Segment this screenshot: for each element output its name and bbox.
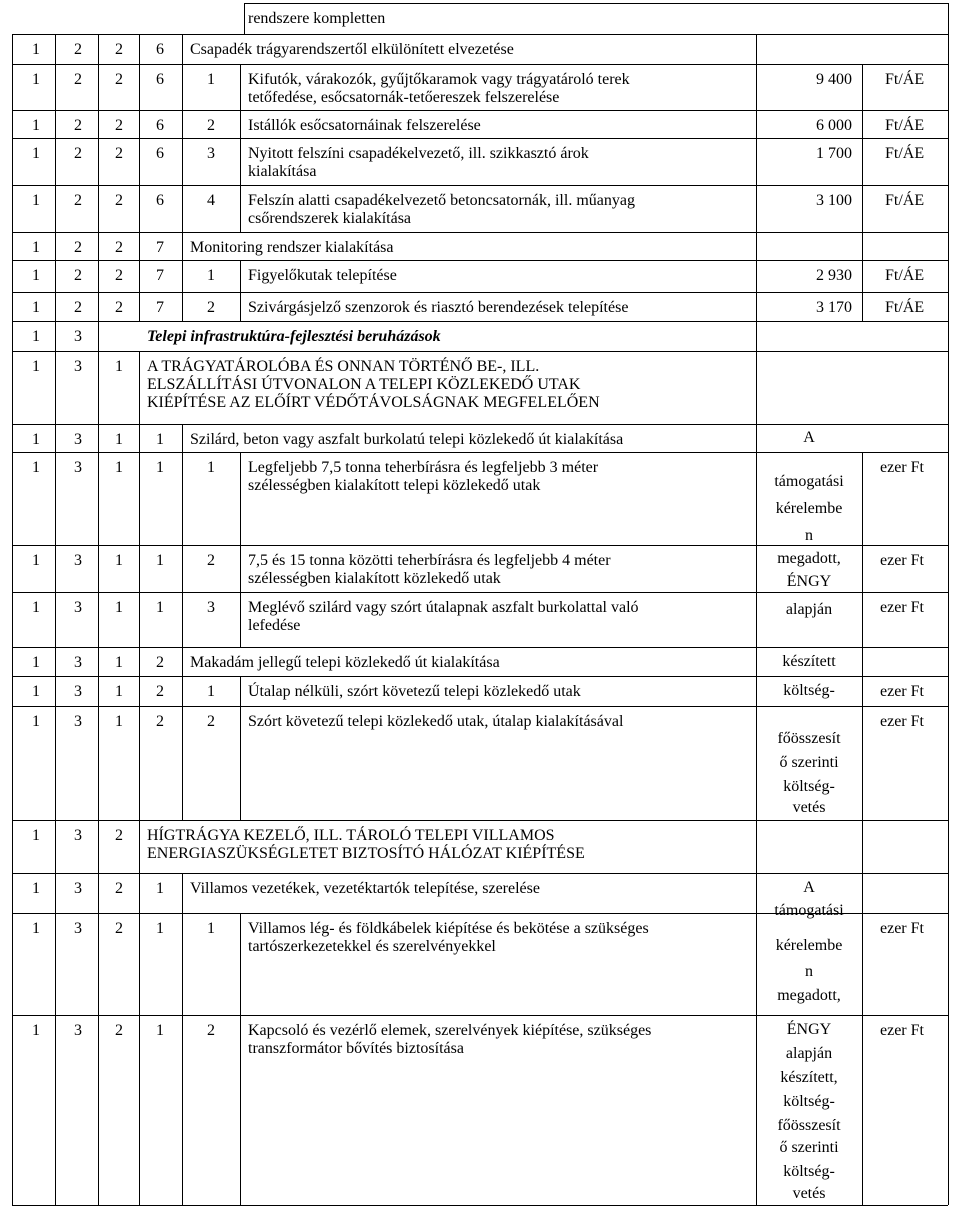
code-digit: 3: [74, 920, 82, 937]
code-digit: 3: [207, 599, 215, 616]
code-digit: 1: [32, 599, 40, 616]
column-divider: [139, 452, 140, 545]
column-divider: [182, 185, 183, 232]
column-divider: [55, 820, 56, 873]
code-digit: 1: [207, 459, 215, 476]
code-digit: 3: [74, 599, 82, 616]
column-divider: [98, 185, 99, 232]
column-divider: [98, 424, 99, 452]
note-text: főösszesít: [777, 1117, 841, 1134]
row-divider: [12, 232, 948, 233]
code-digit: 1: [32, 920, 40, 937]
code-digit: 1: [156, 459, 164, 476]
code-digit: 1: [32, 267, 40, 284]
row-description: Csapadék trágyarendszertől elkülönített elvezetése: [190, 41, 514, 58]
code-digit: 1: [156, 880, 164, 897]
code-digit: 6: [156, 192, 164, 209]
code-digit: 1: [115, 713, 123, 730]
column-divider: [182, 913, 183, 1015]
note-text: alapján: [785, 1045, 833, 1062]
row-description: Legfeljebb 7,5 tonna teherbírásra és legfeljebb 3 méter: [248, 459, 599, 476]
note-text: megadott,: [777, 987, 841, 1004]
column-divider: [862, 64, 863, 321]
row-divider: [12, 820, 948, 821]
column-divider: [139, 110, 140, 138]
code-digit: 2: [115, 880, 123, 897]
code-digit: 2: [115, 192, 123, 209]
note-text: kérelembe: [775, 937, 843, 954]
column-divider: [55, 260, 56, 292]
row-divider: [12, 110, 948, 111]
unit-label: Ft/ÁE: [885, 192, 925, 209]
code-digit: 1: [156, 1022, 164, 1039]
row-divider: [12, 1205, 948, 1206]
code-digit: 1: [32, 117, 40, 134]
column-divider: [139, 545, 140, 592]
code-digit: 1: [115, 459, 123, 476]
column-divider: [98, 647, 99, 676]
code-digit: 2: [207, 713, 215, 730]
column-divider: [240, 110, 241, 138]
row-description: Kifutók, várakozók, gyűjtőkaramok vagy trágyatároló terek: [248, 71, 630, 88]
code-digit: 2: [74, 239, 82, 256]
column-divider: [98, 232, 99, 260]
note-text: vetés: [792, 1185, 826, 1202]
code-digit: 3: [74, 328, 82, 345]
note-text: készített: [782, 653, 836, 670]
column-divider: [55, 64, 56, 110]
column-divider: [98, 913, 99, 1015]
row-divider: [12, 592, 948, 593]
row-description: Nyitott felszíni csapadékelvezető, ill. szikkasztó árok: [248, 145, 589, 162]
code-digit: 6: [156, 145, 164, 162]
column-divider: [139, 34, 140, 64]
row-description: KIÉPÍTÉSE AZ ELŐÍRT VÉDŐTÁVOLSÁGNAK MEGFELELŐEN: [147, 394, 600, 411]
code-digit: 1: [32, 459, 40, 476]
code-digit: 3: [74, 827, 82, 844]
column-divider: [55, 873, 56, 913]
column-divider: [55, 424, 56, 452]
column-divider: [240, 292, 241, 321]
code-digit: 2: [115, 71, 123, 88]
code-digit: 2: [115, 267, 123, 284]
column-divider: [139, 820, 140, 873]
column-divider: [182, 592, 183, 647]
row-divider: [12, 138, 948, 139]
row-description: Meglévő szilárd vagy szórt útalapnak aszfalt burkolattal való: [248, 599, 639, 616]
code-digit: 1: [115, 552, 123, 569]
amount-value: 3 170: [816, 299, 852, 316]
column-divider: [55, 676, 56, 706]
column-divider: [756, 34, 757, 64]
column-divider: [98, 545, 99, 592]
code-digit: 1: [156, 920, 164, 937]
column-divider: [182, 34, 183, 64]
amount-value: 9 400: [816, 71, 852, 88]
unit-label: ezer Ft: [880, 683, 924, 700]
column-divider: [182, 64, 183, 110]
column-divider: [139, 351, 140, 424]
code-digit: 1: [32, 328, 40, 345]
code-digit: 1: [207, 267, 215, 284]
code-digit: 1: [115, 431, 123, 448]
column-divider: [182, 647, 183, 676]
note-text: főösszesít: [777, 730, 841, 747]
row-description: lefedése: [248, 617, 301, 634]
column-divider: [139, 1015, 140, 1205]
column-divider: [12, 34, 13, 1205]
row-description: Szórt követezű telepi közlekedő utak, útalap kialakításával: [248, 713, 624, 730]
code-digit: 1: [115, 683, 123, 700]
row-description: rendszere kompletten: [248, 10, 386, 27]
column-divider: [98, 138, 99, 185]
column-divider: [240, 260, 241, 292]
column-divider: [139, 676, 140, 706]
column-divider: [240, 1015, 241, 1205]
note-text: költség-: [783, 778, 835, 795]
column-divider: [98, 820, 99, 873]
column-divider: [139, 592, 140, 647]
note-text: költség-: [783, 682, 835, 699]
code-digit: 1: [32, 239, 40, 256]
note-text: n: [805, 963, 813, 980]
row-divider: [12, 452, 948, 453]
row-description: szélességben kialakított telepi közlekedő utak: [248, 477, 541, 494]
row-description: tetőfedése, esőcsatornák-tetőereszek felszerelése: [248, 89, 560, 106]
unit-label: ezer Ft: [880, 1022, 924, 1039]
unit-label: ezer Ft: [880, 599, 924, 616]
amount-value: 1 700: [816, 145, 852, 162]
row-description: transzformátor bővítés biztosítása: [248, 1040, 464, 1057]
code-digit: 2: [74, 267, 82, 284]
unit-label: Ft/ÁE: [885, 71, 925, 88]
column-divider: [182, 232, 183, 260]
code-digit: 3: [74, 431, 82, 448]
unit-label: Ft/ÁE: [885, 117, 925, 134]
note-text: A: [803, 429, 815, 446]
code-digit: 1: [32, 654, 40, 671]
code-digit: 2: [207, 299, 215, 316]
code-digit: 2: [115, 145, 123, 162]
row-description: Szivárgásjelző szenzorok és riasztó berendezések telepítése: [248, 299, 629, 316]
code-digit: 1: [32, 552, 40, 569]
code-digit: 1: [207, 71, 215, 88]
code-digit: 2: [115, 41, 123, 58]
row-divider: [12, 260, 948, 261]
column-divider: [98, 321, 99, 351]
column-divider: [98, 351, 99, 424]
code-digit: 1: [32, 299, 40, 316]
code-digit: 1: [32, 431, 40, 448]
code-digit: 2: [74, 117, 82, 134]
column-divider: [98, 452, 99, 545]
note-text: költség-: [783, 1163, 835, 1180]
code-digit: 1: [207, 920, 215, 937]
row-description: tartószerkezetekkel és szerelvényekkel: [248, 938, 496, 955]
code-digit: 2: [74, 145, 82, 162]
column-divider: [862, 452, 863, 1205]
code-digit: 2: [115, 920, 123, 937]
column-divider: [182, 110, 183, 138]
column-divider: [240, 138, 241, 185]
column-divider: [139, 260, 140, 292]
row-description: Villamos lég- és földkábelek kiépítése és bekötése a szükséges: [248, 920, 649, 937]
column-divider: [139, 647, 140, 676]
row-description: csőrendszerek kialakítása: [248, 210, 412, 227]
code-digit: 2: [156, 713, 164, 730]
row-description: Figyelőkutak telepítése: [248, 267, 397, 284]
column-divider: [182, 676, 183, 706]
row-divider: [12, 676, 948, 677]
row-description: Kapcsoló és vezérlő elemek, szerelvények kiépítése, szükséges: [248, 1022, 652, 1039]
row-description: Útalap nélküli, szórt követezű telepi közlekedő utak: [248, 683, 581, 700]
column-divider: [240, 185, 241, 232]
unit-label: ezer Ft: [880, 459, 924, 476]
column-divider: [182, 1015, 183, 1205]
row-description: Makadám jellegű telepi közlekedő út kialakítása: [190, 654, 500, 671]
column-divider: [98, 292, 99, 321]
code-digit: 3: [74, 358, 82, 375]
row-divider: [12, 64, 948, 65]
note-text: ő szerinti: [779, 754, 839, 771]
row-description: ENERGIASZÜKSÉGLETET BIZTOSÍTÓ HÁLÓZAT KIÉPÍTÉSE: [147, 845, 585, 862]
column-divider: [139, 706, 140, 820]
row-divider: [12, 34, 948, 35]
note-text: támogatási: [774, 902, 844, 919]
row-description: 7,5 és 15 tonna közötti teherbírásra és legfeljebb 4 méter: [248, 552, 611, 569]
code-digit: 3: [74, 552, 82, 569]
code-digit: 1: [32, 683, 40, 700]
row-description: ELSZÁLLÍTÁSI ÚTVONALON A TELEPI KÖZLEKEDŐ UTAK: [147, 376, 581, 393]
row-divider: [12, 1015, 948, 1016]
unit-label: Ft/ÁE: [885, 267, 925, 284]
code-digit: 3: [74, 880, 82, 897]
column-divider: [139, 873, 140, 913]
column-divider: [240, 676, 241, 706]
column-divider: [182, 873, 183, 913]
code-digit: 1: [32, 71, 40, 88]
note-text: ő szerinti: [779, 1139, 839, 1156]
column-divider: [244, 3, 245, 34]
amount-value: 6 000: [816, 117, 852, 134]
code-digit: 2: [207, 1022, 215, 1039]
column-divider: [98, 64, 99, 110]
code-digit: 2: [115, 117, 123, 134]
column-divider: [98, 34, 99, 64]
unit-label: ezer Ft: [880, 552, 924, 569]
column-divider: [98, 260, 99, 292]
column-divider: [240, 64, 241, 110]
code-digit: 2: [156, 683, 164, 700]
row-description: A TRÁGYATÁROLÓBA ÉS ONNAN TÖRTÉNŐ BE-, ILL.: [147, 358, 540, 375]
note-text: kérelembe: [775, 500, 843, 517]
column-divider: [55, 351, 56, 424]
column-divider: [55, 706, 56, 820]
code-digit: 2: [74, 192, 82, 209]
column-divider: [182, 452, 183, 545]
code-digit: 3: [207, 145, 215, 162]
code-digit: 2: [156, 654, 164, 671]
code-digit: 2: [115, 299, 123, 316]
row-divider: [12, 321, 948, 322]
note-text: ÉNGY: [786, 573, 832, 590]
column-divider: [98, 873, 99, 913]
column-divider: [756, 64, 757, 321]
row-description: kialakítása: [248, 163, 317, 180]
row-description: Szilárd, beton vagy aszfalt burkolatú telepi közlekedő út kialakítása: [190, 431, 624, 448]
column-divider: [55, 292, 56, 321]
column-divider: [55, 592, 56, 647]
note-text: megadott,: [777, 550, 841, 567]
code-digit: 1: [32, 827, 40, 844]
column-divider: [182, 545, 183, 592]
row-divider: [12, 873, 948, 874]
code-digit: 1: [32, 192, 40, 209]
note-text: támogatási: [774, 473, 844, 490]
column-divider: [139, 424, 140, 452]
code-digit: 2: [207, 117, 215, 134]
code-digit: 2: [115, 827, 123, 844]
code-digit: 3: [74, 654, 82, 671]
note-text: vetés: [792, 799, 826, 816]
code-digit: 1: [32, 145, 40, 162]
code-digit: 7: [156, 267, 164, 284]
code-digit: 1: [156, 599, 164, 616]
column-divider: [139, 64, 140, 110]
code-digit: 6: [156, 117, 164, 134]
code-digit: 1: [115, 358, 123, 375]
code-digit: 1: [32, 41, 40, 58]
code-digit: 1: [115, 599, 123, 616]
column-divider: [98, 592, 99, 647]
note-text: n: [805, 527, 813, 544]
column-divider: [98, 676, 99, 706]
note-text: A: [803, 879, 815, 896]
column-divider: [182, 706, 183, 820]
code-digit: 2: [207, 552, 215, 569]
column-divider: [139, 913, 140, 1015]
row-divider: [12, 292, 948, 293]
row-description: Villamos vezetékek, vezetéktartók telepítése, szerelése: [190, 880, 540, 897]
code-digit: 3: [74, 713, 82, 730]
code-digit: 1: [156, 552, 164, 569]
column-divider: [98, 110, 99, 138]
code-digit: 1: [156, 431, 164, 448]
code-digit: 6: [156, 71, 164, 88]
row-divider: [244, 3, 948, 4]
column-divider: [139, 232, 140, 260]
row-description: Felszín alatti csapadékelvezető betoncsatornák, ill. műanyag: [248, 192, 635, 209]
column-divider: [182, 292, 183, 321]
code-digit: 2: [74, 71, 82, 88]
column-divider: [948, 3, 949, 1205]
column-divider: [240, 592, 241, 647]
column-divider: [182, 260, 183, 292]
code-digit: 1: [32, 1022, 40, 1039]
code-digit: 3: [74, 683, 82, 700]
column-divider: [139, 185, 140, 232]
unit-label: ezer Ft: [880, 713, 924, 730]
column-divider: [139, 292, 140, 321]
code-digit: 4: [207, 192, 215, 209]
code-digit: 1: [32, 713, 40, 730]
column-divider: [240, 545, 241, 592]
column-divider: [55, 545, 56, 592]
code-digit: 7: [156, 299, 164, 316]
column-divider: [240, 452, 241, 545]
code-digit: 2: [74, 41, 82, 58]
row-divider: [12, 185, 948, 186]
column-divider: [55, 138, 56, 185]
note-text: készített,: [780, 1069, 838, 1086]
column-divider: [55, 34, 56, 64]
column-divider: [182, 138, 183, 185]
column-divider: [55, 647, 56, 676]
column-divider: [55, 1015, 56, 1205]
column-divider: [182, 424, 183, 452]
row-divider: [12, 706, 948, 707]
column-divider: [55, 321, 56, 351]
code-digit: 3: [74, 1022, 82, 1039]
code-digit: 7: [156, 239, 164, 256]
column-divider: [55, 232, 56, 260]
note-text: költség-: [783, 1093, 835, 1110]
unit-label: Ft/ÁE: [885, 145, 925, 162]
code-digit: 1: [32, 358, 40, 375]
row-divider: [12, 351, 948, 352]
code-digit: 1: [115, 654, 123, 671]
row-description: Istállók esőcsatornáinak felszerelése: [248, 117, 481, 134]
unit-label: ezer Ft: [880, 920, 924, 937]
unit-label: Ft/ÁE: [885, 299, 925, 316]
amount-value: 2 930: [816, 267, 852, 284]
amount-value: 3 100: [816, 192, 852, 209]
column-divider: [55, 452, 56, 545]
code-digit: 2: [74, 299, 82, 316]
note-text: alapján: [785, 601, 833, 618]
row-description: szélességben kialakított közlekedő utak: [248, 570, 501, 587]
row-divider: [12, 647, 948, 648]
column-divider: [55, 110, 56, 138]
row-description: Telepi infrastruktúra-fejlesztési beruházások: [147, 328, 441, 345]
column-divider: [98, 706, 99, 820]
code-digit: 1: [207, 683, 215, 700]
column-divider: [240, 706, 241, 820]
row-divider: [12, 424, 948, 425]
code-digit: 2: [115, 239, 123, 256]
row-description: HÍGTRÁGYA KEZELŐ, ILL. TÁROLÓ TELEPI VILLAMOS: [147, 827, 555, 844]
column-divider: [55, 185, 56, 232]
column-divider: [98, 1015, 99, 1205]
code-digit: 2: [115, 1022, 123, 1039]
column-divider: [240, 913, 241, 1015]
note-text: ÉNGY: [786, 1021, 832, 1038]
column-divider: [139, 138, 140, 185]
row-description: Monitoring rendszer kialakítása: [190, 239, 394, 256]
code-digit: 1: [32, 880, 40, 897]
code-digit: 3: [74, 459, 82, 476]
column-divider: [55, 913, 56, 1015]
code-digit: 6: [156, 41, 164, 58]
